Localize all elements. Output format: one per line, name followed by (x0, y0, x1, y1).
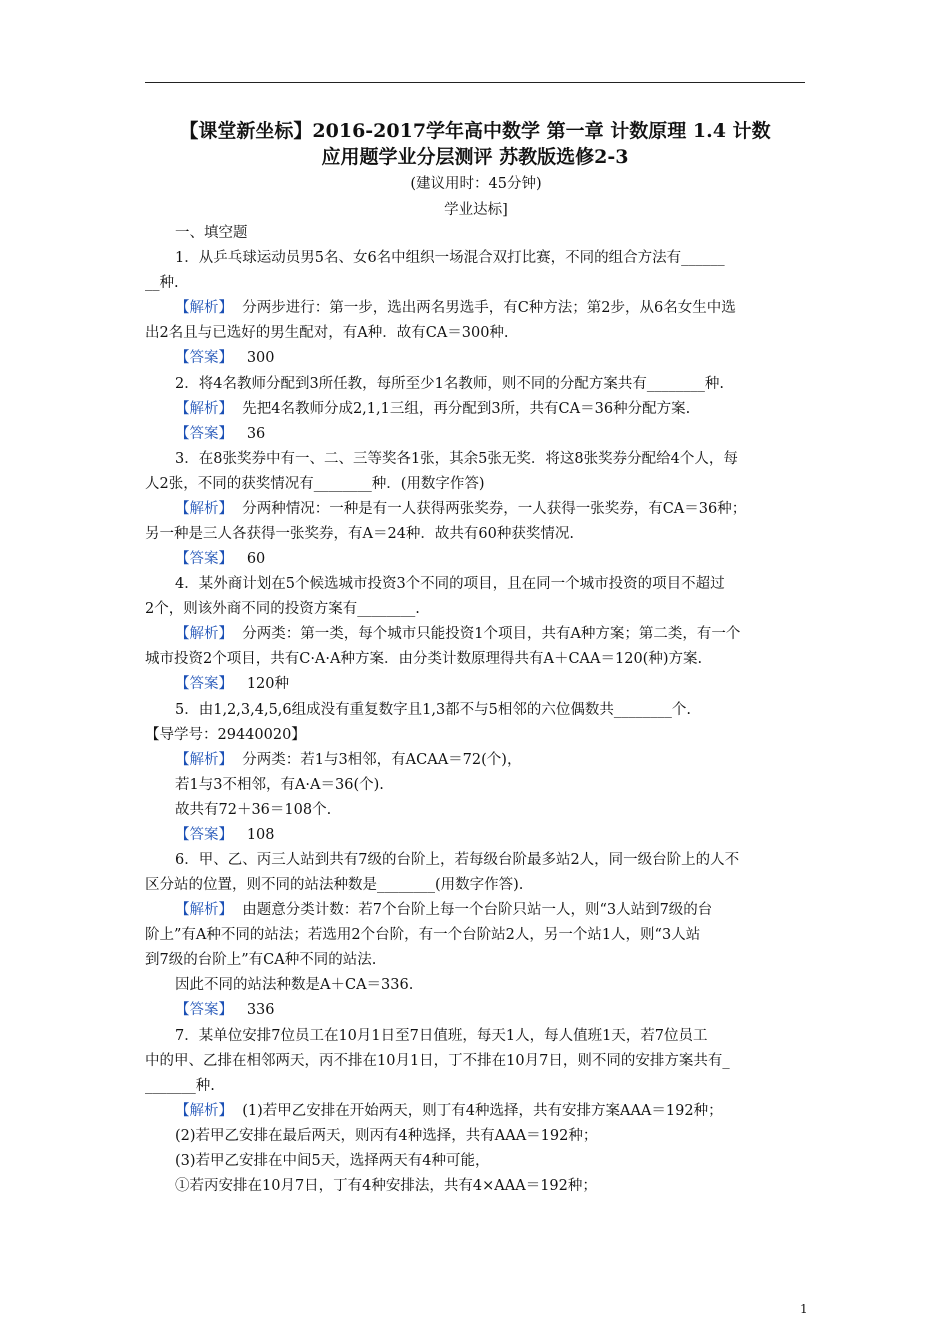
answer-text: 120种 (246, 676, 290, 692)
answer-text: 36 (246, 426, 266, 442)
analysis-tag: 【 解析 】 (175, 1103, 233, 1119)
analysis-6-line-3: 到7级的台阶上”有CA种不同的站法. (145, 952, 377, 968)
analysis-7 (175, 1101, 807, 1121)
analysis-text: 分两类：若1与3相邻，有ACAA＝72(个)， (242, 752, 522, 768)
answer-tag: 【 答案 】 (175, 551, 233, 567)
analysis-7-line-3: (3)若甲乙安排在中间5天，选择两天有4种可能， (175, 1153, 490, 1169)
analysis-tag: 【 解析 】 (175, 401, 233, 417)
answer-text: 108 (246, 827, 275, 843)
question-3: 3．在8张奖券中有一、二、三等奖各1张，其余5张无奖．将这8张奖券分配给4个人，每 (175, 451, 738, 467)
analysis-4 (175, 624, 807, 644)
analysis-5 (175, 750, 807, 770)
analysis-3 (175, 499, 807, 519)
title-line-1: 【课堂新坐标】2016-2017学年高中数学 第一章 计数原理 1.4 计数 (179, 120, 771, 142)
analysis-text: 分两步进行：第一步，选出两名男选手，有C种方法；第2步，从6名女生中选 (242, 300, 736, 316)
question-7: 7．某单位安排7位员工在10月1日至7日值班，每天1人，每人值班1天，若7位员工 (175, 1028, 708, 1044)
question-6-cont: 区分站的位置，则不同的站法种数是________(用数字作答). (145, 877, 524, 893)
answer-6 (175, 1000, 807, 1020)
analysis-tag: 【 解析 】 (175, 752, 233, 768)
guide-number: 【导学号：29440020】 (145, 727, 306, 743)
page-number: 1 (800, 1302, 808, 1316)
answer-5 (175, 825, 807, 845)
analysis-text: 分两类：第一类，每个城市只能投资1个项目，共有A种方案；第二类，有一个 (242, 626, 741, 642)
answer-2 (175, 424, 807, 444)
answer-3 (175, 549, 807, 569)
analysis-2 (175, 399, 807, 419)
analysis-tag: 【 解析 】 (175, 501, 233, 517)
question-5: 5．由1,2,3,4,5,6组成没有重复数字且1,3都不与5相邻的六位偶数共________个. (175, 702, 692, 718)
answer-tag: 【 答案 】 (175, 426, 233, 442)
question-1: 1．从乒乓球运动员男5名、女6名中组织一场混合双打比赛，不同的组合方法有______ (175, 250, 725, 266)
answer-tag: 【 答案 】 (175, 827, 233, 843)
analysis-1-cont: 出2名且与已选好的男生配对，有A种．故有CA＝300种. (145, 325, 509, 341)
analysis-1 (175, 298, 807, 318)
analysis-6-line-4: 因此不同的站法种数是A＋CA＝336. (175, 977, 414, 993)
title-line-2: 应用题学业分层测评 苏教版选修2-3 (321, 146, 629, 168)
document-title (130, 118, 820, 170)
question-2: 2．将4名教师分配到3所任教，每所至少1名教师，则不同的分配方案共有________种. (175, 376, 725, 392)
analysis-7-line-2: (2)若甲乙安排在最后两天，则丙有4种选择，共有AAA＝192种； (175, 1128, 598, 1144)
question-6: 6．甲、乙、丙三人站到共有7级的台阶上，若每级台阶最多站2人，同一级台阶上的人不 (175, 852, 740, 868)
analysis-4-cont: 城市投资2个项目，共有C·A·A种方案．由分类计数原理得共有A＋CAA＝120(种)方案. (145, 651, 703, 667)
analysis-5-line-2: 若1与3不相邻，有A·A＝36(个). (175, 777, 384, 793)
question-7-cont: 中的甲、乙排在相邻两天，丙不排在10月1日，丁不排在10月7日，则不同的安排方案共有_ (145, 1053, 730, 1069)
part-heading: 一、填空题 (175, 225, 248, 241)
analysis-5-line-3: 故共有72＋36＝108个. (175, 802, 332, 818)
question-3-cont: 人2张，不同的获奖情况有________种．(用数字作答) (145, 476, 485, 492)
analysis-7-line-4: ①若丙安排在10月7日，丁有4种安排法，共有4×AAA＝192种； (175, 1178, 597, 1194)
time-hint: (建议用时：45分钟) (410, 176, 542, 192)
analysis-text: (1)若甲乙安排在开始两天，则丁有4种选择，共有安排方案AAA＝192种； (242, 1103, 723, 1119)
analysis-text: 由题意分类计数：若7个台阶上每一个台阶只站一人，则“3人站到7级的台 (242, 902, 713, 918)
analysis-tag: 【 解析 】 (175, 300, 233, 316)
analysis-text: 先把4名教师分成2,1,1三组，再分配到3所，共有CA＝36种分配方案. (242, 401, 691, 417)
question-7-cont-2: _______种. (145, 1078, 215, 1094)
answer-tag: 【 答案 】 (175, 1002, 233, 1018)
answer-1 (175, 348, 807, 368)
answer-tag: 【 答案 】 (175, 350, 233, 366)
question-4: 4．某外商计划在5个候选城市投资3个不同的项目，且在同一个城市投资的项目不超过 (175, 576, 725, 592)
question-4-cont: 2个，则该外商不同的投资方案有________. (145, 601, 420, 617)
answer-text: 60 (246, 551, 266, 567)
section-heading: 学业达标] (444, 202, 508, 218)
analysis-text: 分两种情况：一种是有一人获得两张奖券，一人获得一张奖券，有CA＝36种； (242, 501, 747, 517)
analysis-tag: 【 解析 】 (175, 626, 233, 642)
answer-tag: 【 答案 】 (175, 676, 233, 692)
answer-4 (175, 674, 807, 694)
header-rule (145, 82, 805, 83)
question-1-cont: __种. (145, 275, 179, 291)
answer-text: 336 (246, 1002, 275, 1018)
answer-text: 300 (246, 350, 275, 366)
analysis-3-cont: 另一种是三人各获得一张奖券，有A＝24种．故共有60种获奖情况. (145, 526, 574, 542)
analysis-6 (175, 900, 807, 920)
analysis-6-line-2: 阶上”有A种不同的站法；若选用2个台阶，有一个台阶站2人，另一个站1人，则“3人站 (145, 927, 701, 943)
analysis-tag: 【 解析 】 (175, 902, 233, 918)
